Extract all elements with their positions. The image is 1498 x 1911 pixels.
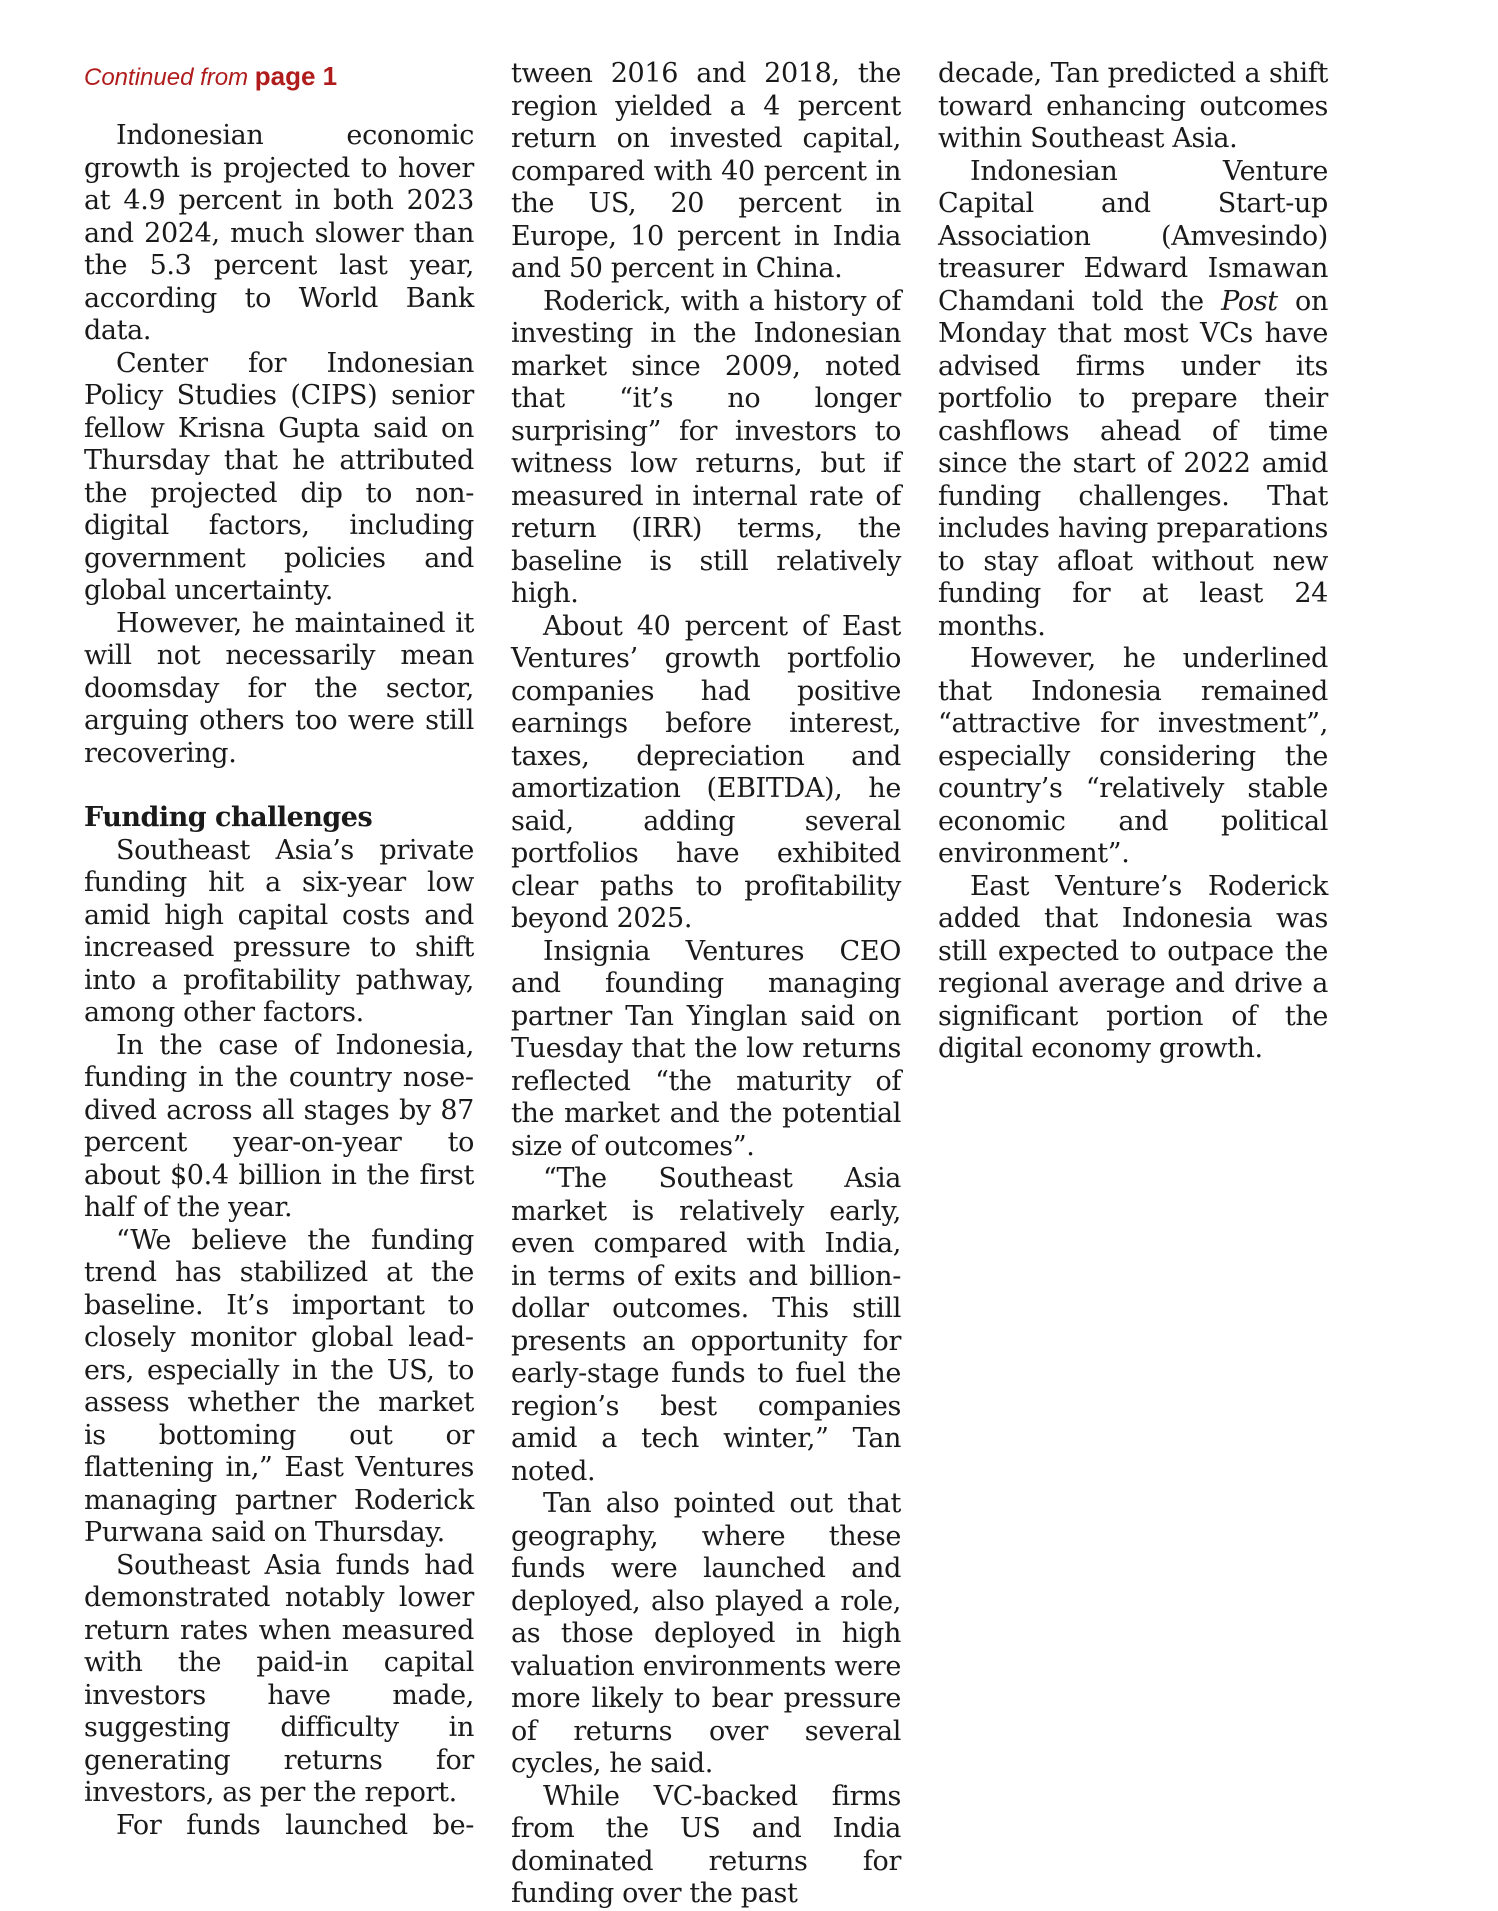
paragraph: Center for Indonesian Policy Studies (CIPS) senior fellow Krisna Gupta said on Thursday that he attributed the projected dip to non-digital factors, including government policies and global uncertainty.: [84, 347, 474, 606]
paragraph: “The Southeast Asia market is relatively early, even compared with India, in terms of exits and billion-dollar outcomes. This still presents an opportunity for early-stage funds to fuel the region’s best companies amid a tech winter,” Tan noted.: [511, 1163, 901, 1487]
paragraph: Southeast Asia’s private funding hit a six-year low amid high capital costs and increased pressure to shift into a profitability pathway, among other factors.: [84, 834, 474, 1028]
paragraph: About 40 percent of East Ventures’ growth portfolio companies had positive earnings before interest, taxes, depreciation and amortization (EBITDA), he said, adding several portfolios have exhibited clear paths to profitability beyond 2025.: [511, 610, 901, 934]
section-spacer: [84, 770, 474, 802]
paragraph: Indonesian economic growth is projected to hover at 4.9 percent in both 2023 and 2024, much slower than the 5.3 percent last year, according to World Bank data.: [84, 120, 474, 346]
article-column-1: [84, 58, 474, 1842]
continued-prefix: Continued from: [84, 64, 255, 91]
continued-from-label: [84, 60, 474, 94]
paragraph: Tan also pointed out that geography, where these funds were launched and deployed, also played a role, as those deployed in high valuation environments were more likely to bear pressure of returns over several cycles, he said.: [511, 1488, 901, 1779]
section-subheading: Funding challenges: [84, 802, 373, 833]
paragraph: However, he maintained it will not necessarily mean doomsday for the sector, arguing others too were still recovering.: [84, 607, 474, 769]
paragraph-text: Indonesian Venture Capital and Start-up Association (Amvesindo) treasurer Edward Ismawan Chamdani told the: [938, 155, 1328, 317]
paragraph: tween 2016 and 2018, the region yielded a 4 percent return on invested capital, compared with 40 percent in the US, 20 percent in Europe, 10 percent in India and 50 percent in China.: [511, 58, 901, 284]
paragraph: In the case of Indonesia, funding in the country nosedived across all stages by 87 percent year-on-year to about $0.4 billion in the first half of the year.: [84, 1029, 474, 1223]
paragraph: Roderick, with a history of investing in the Indonesian market since 2009, noted that “it’s no longer surprising” for investors to witness low returns, but if measured in internal rate of return (IRR) terms, the baseline is still relatively high.: [511, 285, 901, 609]
paragraph: Insignia Ventures CEO and founding managing partner Tan Yinglan said on Tuesday that the low returns reflected “the maturity of the market and the potential size of outcomes”.: [511, 935, 901, 1162]
paragraph: decade, Tan predicted a shift toward enhancing outcomes within Southeast Asia.: [938, 58, 1328, 154]
article-column-3: [938, 58, 1328, 1066]
article-column-2: [511, 58, 901, 1911]
paragraph: “We believe the funding trend has stabilized at the baseline. It’s important to closely monitor global leaders, especially in the US, to assess whether the market is bottoming out or flattening in,” East Ventures managing partner Roderick Purwana said on Thursday.: [84, 1224, 474, 1548]
paragraph: [938, 156, 1328, 644]
publication-name: Post: [1221, 285, 1278, 317]
continued-page-reference: page 1: [254, 61, 338, 91]
paragraph: While VC-backed firms from the US and India dominated returns for funding over the past: [511, 1780, 901, 1909]
paragraph: East Venture’s Roderick added that Indonesia was still expected to outpace the regional average and drive a significant portion of the digital economy growth.: [938, 870, 1328, 1064]
paragraph: Southeast Asia funds had demonstrated notably lower return rates when measured with the paid-in capital investors have made, suggesting difficulty in generating returns for investors, as per the report.: [84, 1549, 474, 1808]
paragraph: However, he underlined that Indonesia remained “attractive for investment”, especially considering the country’s “relatively stable economic and political environment”.: [938, 643, 1328, 869]
paragraph: For funds launched be-: [116, 1809, 474, 1841]
paragraph-text: on Monday that most VCs have advised firms under its portfolio to prepare their cashflows ahead of time since the start of 2022 amid funding challenges. That includes having preparations to stay afloat without new funding for at least 24 months.: [938, 285, 1328, 642]
